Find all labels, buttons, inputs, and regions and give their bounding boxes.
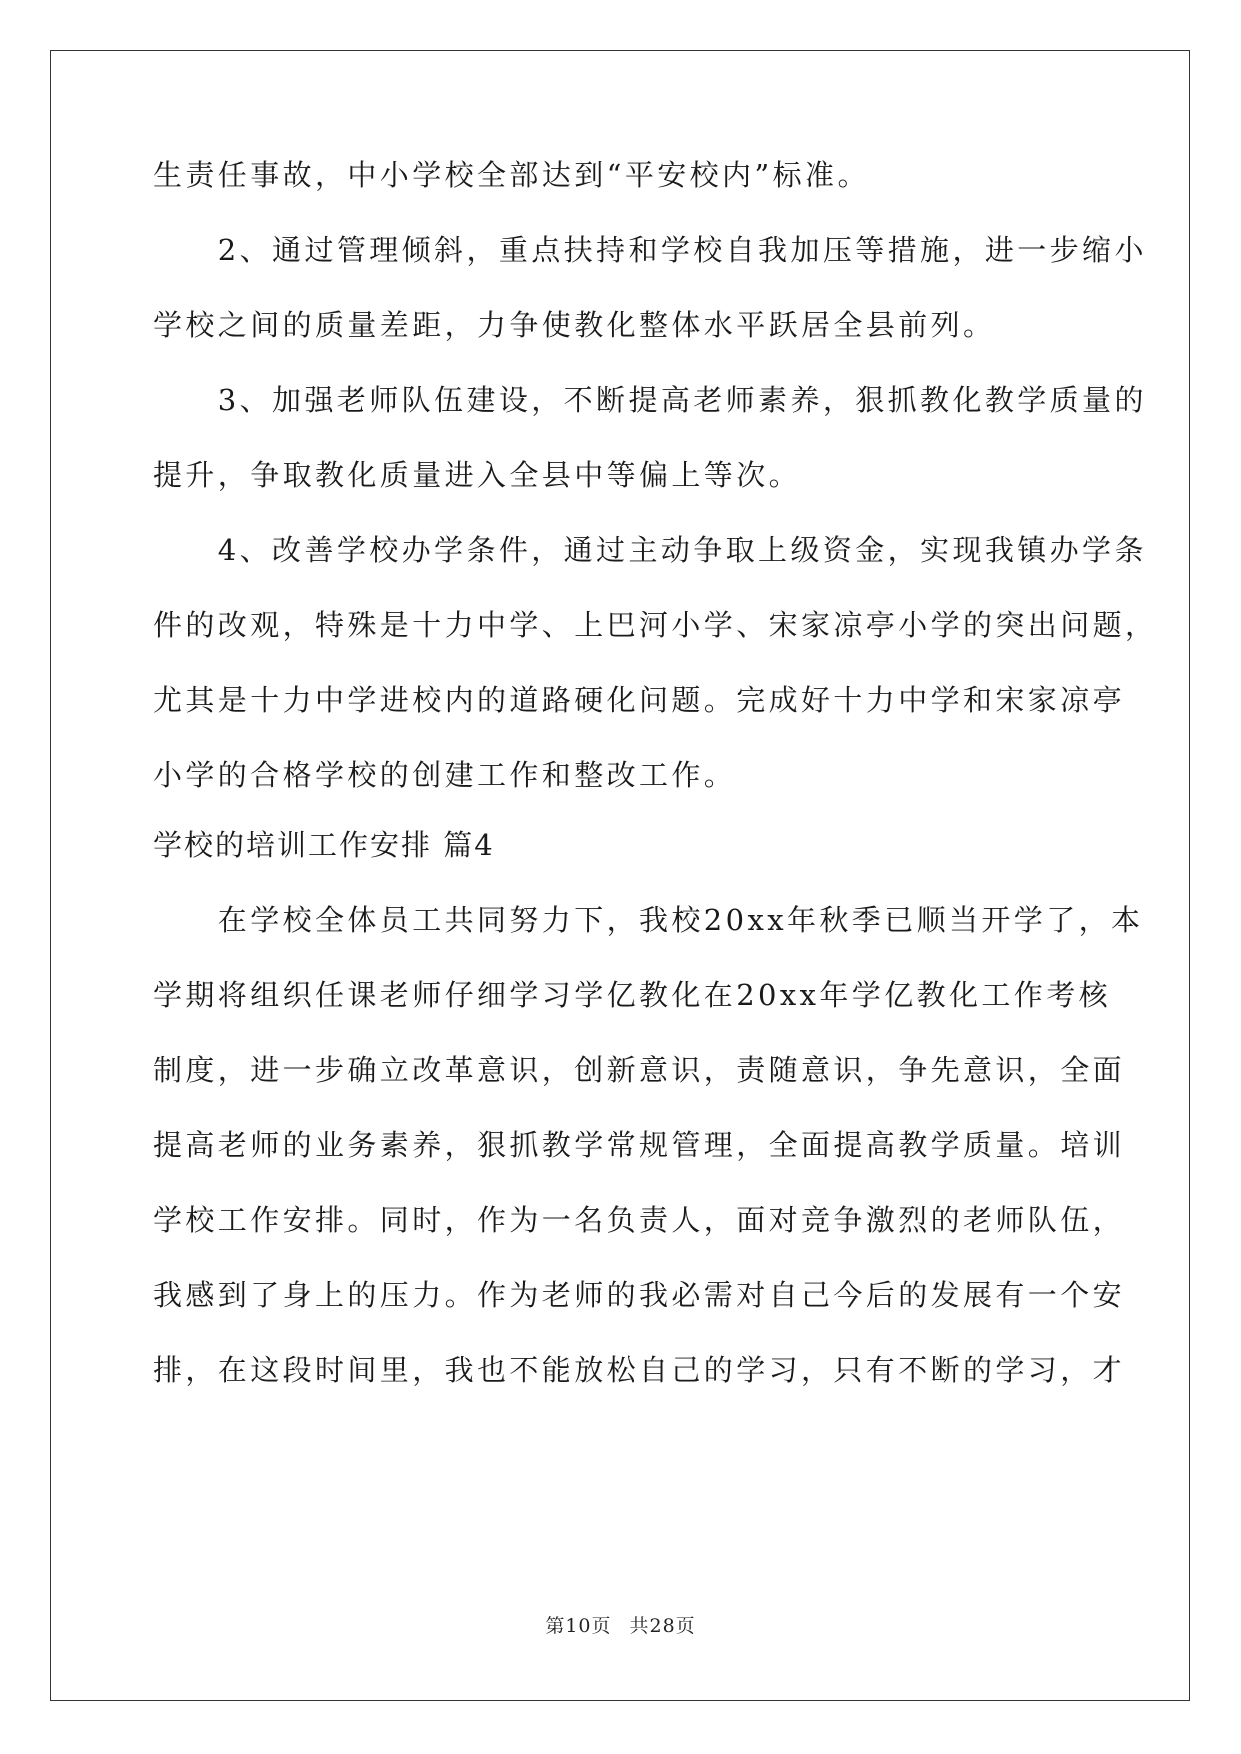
paragraph-line: 排，在这段时间里，我也不能放松自己的学习，只有不断的学习，才 <box>153 1353 1126 1387</box>
paragraph-line: 我感到了身上的压力。作为老师的我必需对自己今后的发展有一个安 <box>153 1278 1126 1312</box>
paragraph-line: 学期将组织任课老师仔细学习学亿教化在20xx年学亿教化工作考核 <box>153 978 1112 1012</box>
paragraph-line: 提升，争取教化质量进入全县中等偏上等次。 <box>153 458 802 492</box>
page-total: 共28页 <box>629 1615 696 1637</box>
paragraph-line: 在学校全体员工共同努力下，我校20xx年秋季已顺当开学了，本 <box>153 903 1144 937</box>
section-heading: 学校的培训工作安排 篇4 <box>153 828 495 862</box>
paragraph-line: 生责任事故，中小学校全部达到“平安校内”标准。 <box>153 158 870 192</box>
paragraph-line: 3、加强老师队伍建设，不断提高老师素养，狠抓教化教学质量的 <box>153 383 1147 417</box>
paragraph-line: 制度，进一步确立改革意识，创新意识，责随意识，争先意识，全面 <box>153 1053 1126 1087</box>
paragraph-line: 小学的合格学校的创建工作和整改工作。 <box>153 758 737 792</box>
paragraph-line: 尤其是十力中学进校内的道路硬化问题。完成好十力中学和宋家凉亭 <box>153 683 1126 717</box>
page-border <box>50 50 1190 1701</box>
paragraph-line: 2、通过管理倾斜，重点扶持和学校自我加压等措施，进一步缩小 <box>153 233 1147 267</box>
page-footer <box>0 1611 1241 1638</box>
paragraph-line: 4、改善学校办学条件，通过主动争取上级资金，实现我镇办学条 <box>153 533 1147 567</box>
paragraph-line: 提高老师的业务素养，狠抓教学常规管理，全面提高教学质量。培训 <box>153 1128 1126 1162</box>
paragraph-line: 件的改观，特殊是十力中学、上巴河小学、宋家凉亭小学的突出问题， <box>153 608 1158 642</box>
paragraph-line: 学校工作安排。同时，作为一名负责人，面对竞争激烈的老师队伍， <box>153 1203 1126 1237</box>
paragraph-line: 学校之间的质量差距，力争使教化整体水平跃居全县前列。 <box>153 308 996 342</box>
page-number: 第10页 <box>545 1615 612 1637</box>
